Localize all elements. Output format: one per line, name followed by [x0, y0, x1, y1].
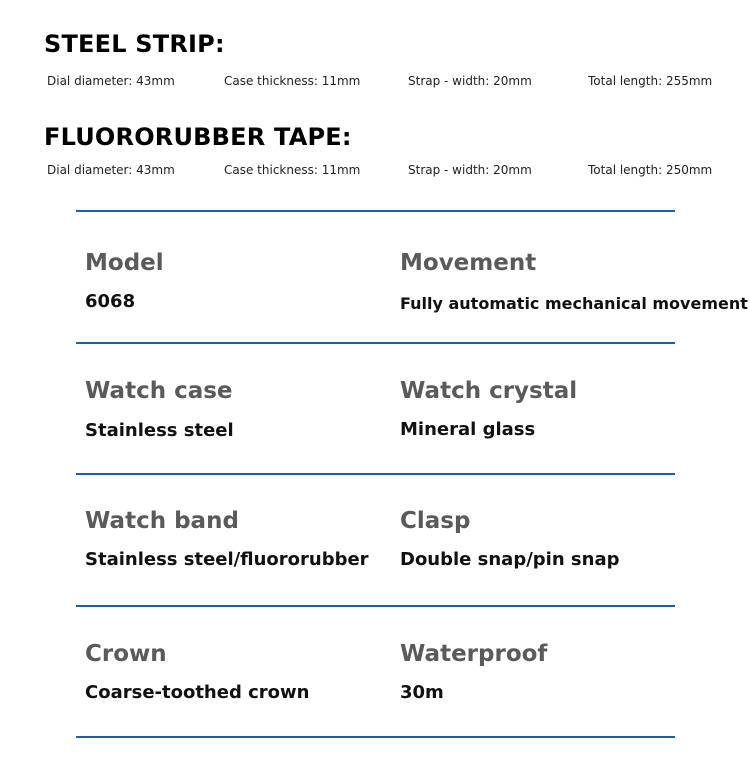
crown-label: Crown	[85, 641, 167, 667]
fluororubber-tape-total-length: Total length: 250mm	[588, 163, 713, 177]
movement-label: Movement	[400, 250, 537, 276]
steel-strip-strap-width: Strap - width: 20mm	[408, 74, 532, 88]
steel-strip-case-thickness: Case thickness: 11mm	[224, 74, 361, 88]
divider	[76, 605, 675, 607]
waterproof-value: 30m	[400, 682, 444, 703]
fluororubber-tape-dimensions	[0, 163, 750, 179]
watch-case-label: Watch case	[85, 378, 233, 404]
clasp-label: Clasp	[400, 508, 471, 534]
waterproof-label: Waterproof	[400, 641, 548, 667]
divider	[76, 342, 675, 344]
watch-crystal-label: Watch crystal	[400, 378, 578, 404]
watch-band-value: Stainless steel/fluororubber	[85, 549, 369, 570]
model-label: Model	[85, 250, 164, 276]
fluororubber-tape-title: FLUORORUBBER TAPE:	[44, 123, 352, 151]
fluororubber-tape-dial-diameter: Dial diameter: 43mm	[47, 163, 175, 177]
steel-strip-dimensions	[0, 74, 750, 90]
divider	[76, 210, 675, 212]
model-value: 6068	[85, 291, 136, 312]
crown-value: Coarse-toothed crown	[85, 682, 310, 703]
divider	[76, 736, 675, 738]
watch-case-value: Stainless steel	[85, 420, 234, 441]
fluororubber-tape-strap-width: Strap - width: 20mm	[408, 163, 532, 177]
watch-band-label: Watch band	[85, 508, 239, 534]
steel-strip-total-length: Total length: 255mm	[588, 74, 713, 88]
watch-crystal-value: Mineral glass	[400, 419, 536, 440]
steel-strip-dial-diameter: Dial diameter: 43mm	[47, 74, 175, 88]
fluororubber-tape-case-thickness: Case thickness: 11mm	[224, 163, 361, 177]
clasp-value: Double snap/pin snap	[400, 549, 620, 570]
divider	[76, 473, 675, 475]
steel-strip-title: STEEL STRIP:	[44, 30, 225, 58]
movement-value: Fully automatic mechanical movement	[400, 294, 748, 313]
